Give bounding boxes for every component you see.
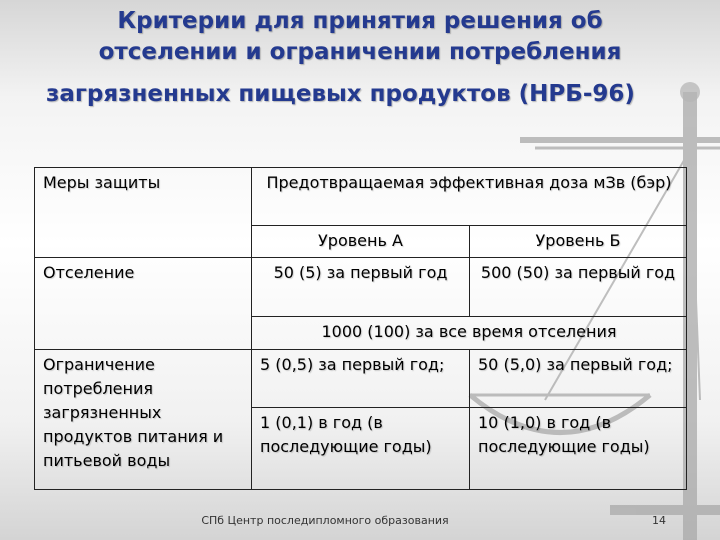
resettlement-level-a-cell: 50 (5) за первый год	[252, 258, 470, 317]
title-line-2: отселении и ограничении потребления	[98, 39, 622, 65]
slide-title	[28, 6, 692, 110]
restriction-level-a-first-year-cell: 5 (0,5) за первый год;	[252, 350, 470, 408]
criteria-table	[34, 167, 687, 490]
header-level-b-cell: Уровень Б	[470, 226, 687, 258]
title-line-1: Критерии для принятия решения об	[117, 8, 603, 34]
measure-restriction-cell: Ограничение потребления загрязненных продуктов питания и питьевой воды	[35, 350, 252, 490]
table-header-row	[35, 168, 687, 226]
title-line-3: загрязненных пищевых продуктов (НРБ-96)	[46, 81, 635, 107]
resettlement-total-cell: 1000 (100) за все время отселения	[252, 317, 687, 350]
restriction-level-b-first-year-cell: 50 (5,0) за первый год;	[470, 350, 687, 408]
restriction-level-b-later-cell: 10 (1,0) в год (в последующие годы)	[470, 408, 687, 490]
table-row	[35, 258, 687, 317]
footer-organization: СПб Центр последипломного образования	[201, 514, 449, 527]
header-measures-cell: Меры защиты	[35, 168, 252, 258]
table-row	[35, 350, 687, 408]
header-dose-cell: Предотвращаемая эффективная доза мЗв (бэр)	[252, 168, 687, 226]
restriction-level-a-later-cell: 1 (0,1) в год (в последующие годы)	[252, 408, 470, 490]
measure-resettlement-cell: Отселение	[35, 258, 252, 350]
page-number: 14	[652, 514, 666, 527]
resettlement-level-b-cell: 500 (50) за первый год	[470, 258, 687, 317]
header-level-a-cell: Уровень А	[252, 226, 470, 258]
